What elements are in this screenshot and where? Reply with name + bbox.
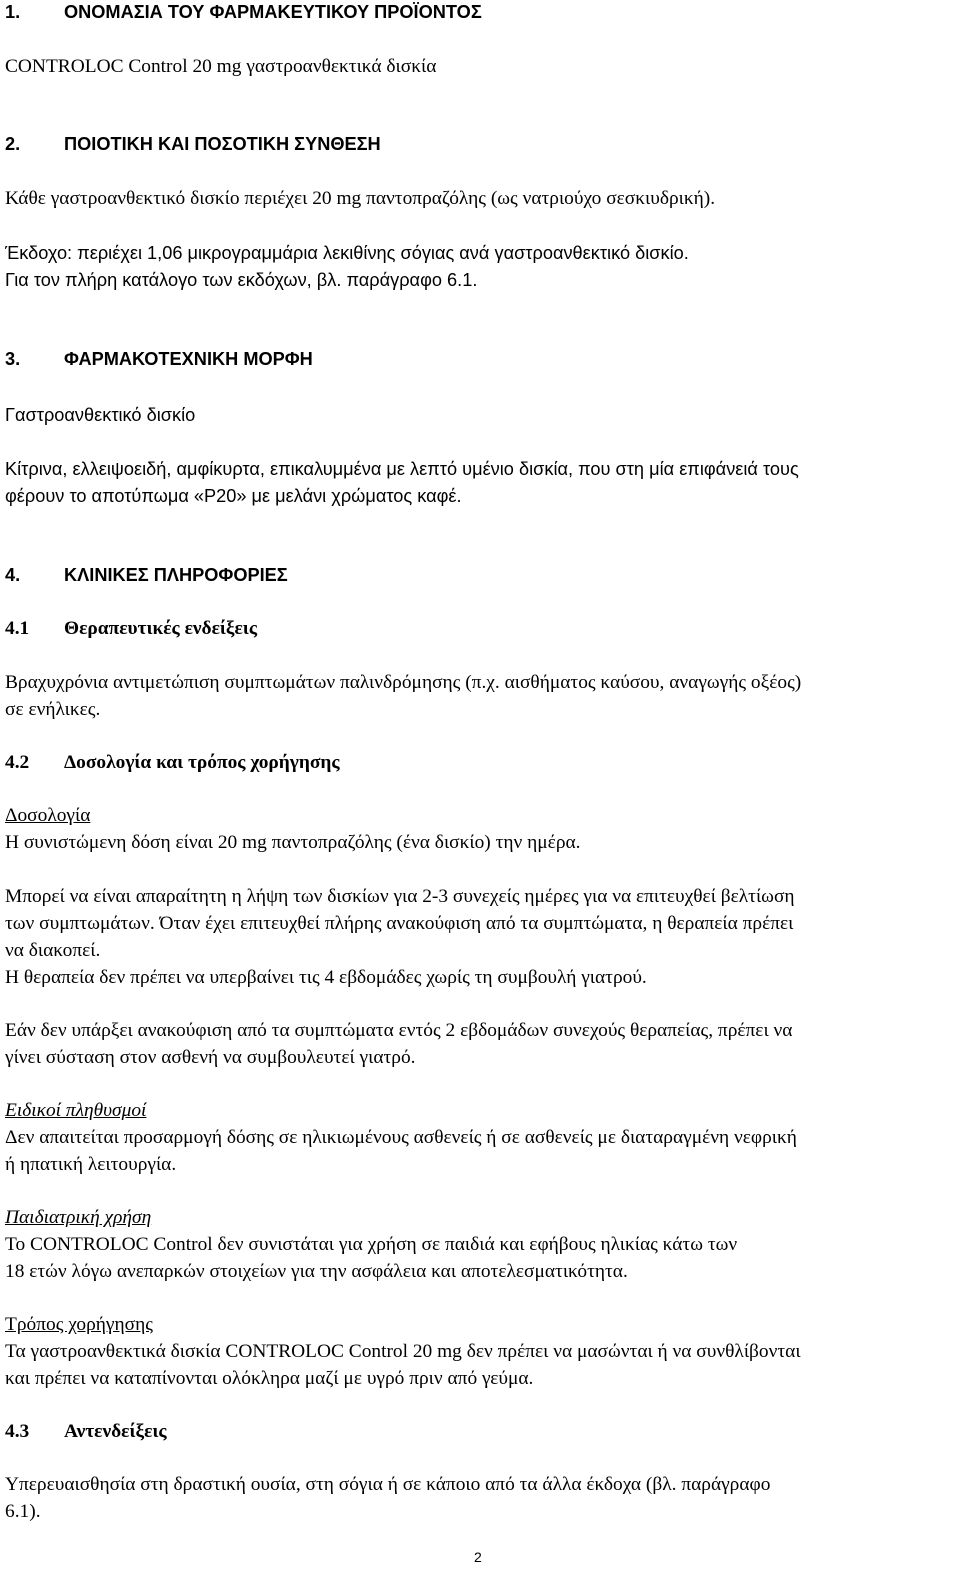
paragraph-line: Βραχυχρόνια αντιμετώπιση συμπτωμάτων παλινδρόμησης (π.χ. αισθήματος καύσου, αναγωγής οξέος) bbox=[5, 672, 802, 693]
paragraph-line: 18 ετών λόγω ανεπαρκών στοιχείων για την ασφάλεια και αποτελεσματικότητα. bbox=[5, 1261, 628, 1282]
administration-subheading: Τρόπος χορήγησης bbox=[5, 1314, 153, 1335]
subsection-4-2-heading bbox=[5, 751, 340, 775]
product-name: CONTROLOC Control 20 mg γαστροανθεκτικά δισκία bbox=[5, 56, 437, 77]
paragraph-line: Η συνιστώμενη δόση είναι 20 mg παντοπραζόλης (ένα δισκίο) την ημέρα. bbox=[5, 832, 581, 853]
subsection-title: Δοσολογία και τρόπος χορήγησης bbox=[64, 752, 340, 773]
section-title: ΠΟΙΟΤΙΚΗ ΚΑΙ ΠΟΣΟΤΙΚΗ ΣΥΝΘΕΣΗ bbox=[64, 134, 381, 154]
paragraph-line: Μπορεί να είναι απαραίτητη η λήψη των δισκίων για 2-3 συνεχείς ημέρες για να επιτευχθεί βελτίωση bbox=[5, 886, 795, 907]
paragraph-line: Κάθε γαστροανθεκτικό δισκίο περιέχει 20 mg παντοπραζόλης (ως νατριούχο σεσκιυδρική). bbox=[5, 188, 716, 209]
section-2-heading bbox=[5, 132, 381, 156]
section-4-heading bbox=[5, 563, 288, 587]
paragraph-line: γίνει σύσταση στον ασθενή να συμβουλευτεί γιατρό. bbox=[5, 1047, 416, 1068]
paragraph-line: Έκδοχο: περιέχει 1,06 μικρογραμμάρια λεκιθίνης σόγιας ανά γαστροανθεκτικό δισκίο. bbox=[5, 243, 689, 263]
paragraph-line: των συμπτωμάτων. Όταν έχει επιτευχθεί πλήρης ανακούφιση από τα συμπτώματα, η θεραπεία πρέπει bbox=[5, 913, 794, 934]
section-number: 2. bbox=[5, 134, 21, 154]
paragraph-line: Για τον πλήρη κατάλογο των εκδόχων, βλ. παράγραφο 6.1. bbox=[5, 270, 478, 290]
subsection-4-1-heading bbox=[5, 617, 257, 641]
page-number: 2 bbox=[474, 1549, 482, 1565]
subsection-4-3-heading bbox=[5, 1420, 167, 1444]
section-title: ΦΑΡΜΑΚΟΤΕΧΝΙΚΗ ΜΟΡΦΗ bbox=[64, 349, 313, 369]
paragraph-line: Γαστροανθεκτικό δισκίο bbox=[5, 405, 196, 425]
subsection-number: 4.1 bbox=[5, 618, 30, 639]
paragraph-line: και πρέπει να καταπίνονται ολόκληρα μαζί με υγρό πριν από γεύμα. bbox=[5, 1368, 534, 1389]
section-title: ΟΝΟΜΑΣΙΑ ΤΟΥ ΦΑΡΜΑΚΕΥΤΙΚΟΥ ΠΡΟΪΟΝΤΟΣ bbox=[64, 2, 482, 22]
section-number: 1. bbox=[5, 2, 21, 22]
subsection-title: Θεραπευτικές ενδείξεις bbox=[64, 618, 257, 639]
subsection-number: 4.3 bbox=[5, 1421, 30, 1442]
paragraph-line: ή ηπατική λειτουργία. bbox=[5, 1154, 177, 1175]
paragraph-line: Υπερευαισθησία στη δραστική ουσία, στη σόγια ή σε κάποιο από τα άλλα έκδοχα (βλ. παράγραφο bbox=[5, 1474, 771, 1495]
pediatric-use-subheading: Παιδιατρική χρήση bbox=[5, 1207, 152, 1228]
paragraph-line: φέρουν το αποτύπωμα «P20» με μελάνι χρώματος καφέ. bbox=[5, 486, 462, 506]
paragraph-line: σε ενήλικες. bbox=[5, 699, 101, 720]
paragraph-line: Η θεραπεία δεν πρέπει να υπερβαίνει τις 4 εβδομάδες χωρίς τη συμβουλή γιατρού. bbox=[5, 967, 647, 988]
special-populations-subheading: Ειδικοί πληθυσμοί bbox=[5, 1100, 147, 1121]
section-number: 4. bbox=[5, 565, 21, 585]
paragraph-line: Δεν απαιτείται προσαρμογή δόσης σε ηλικιωμένους ασθενείς ή σε ασθενείς με διαταραγμένη νεφρική bbox=[5, 1127, 797, 1148]
subsection-title: Αντενδείξεις bbox=[64, 1421, 167, 1442]
section-number: 3. bbox=[5, 349, 21, 369]
section-1-heading bbox=[5, 0, 482, 24]
section-title: ΚΛΙΝΙΚΕΣ ΠΛΗΡΟΦΟΡΙΕΣ bbox=[64, 565, 288, 585]
dosage-subheading: Δοσολογία bbox=[5, 805, 91, 826]
paragraph-line: Κίτρινα, ελλειψοειδή, αμφίκυρτα, επικαλυμμένα με λεπτό υμένιο δισκία, που στη μία επιφάνειά τους bbox=[5, 459, 799, 479]
paragraph-line: Εάν δεν υπάρξει ανακούφιση από τα συμπτώματα εντός 2 εβδομάδων συνεχούς θεραπείας, πρέπει να bbox=[5, 1020, 793, 1041]
subsection-number: 4.2 bbox=[5, 752, 30, 773]
paragraph-line: να διακοπεί. bbox=[5, 940, 101, 961]
section-3-heading bbox=[5, 347, 313, 371]
paragraph-line: Το CONTROLOC Control δεν συνιστάται για χρήση σε παιδιά και εφήβους ηλικίας κάτω των bbox=[5, 1234, 738, 1255]
paragraph-line: 6.1). bbox=[5, 1501, 41, 1522]
paragraph-line: Τα γαστροανθεκτικά δισκία CONTROLOC Control 20 mg δεν πρέπει να μασώνται ή να συνθλίβονται bbox=[5, 1341, 801, 1362]
